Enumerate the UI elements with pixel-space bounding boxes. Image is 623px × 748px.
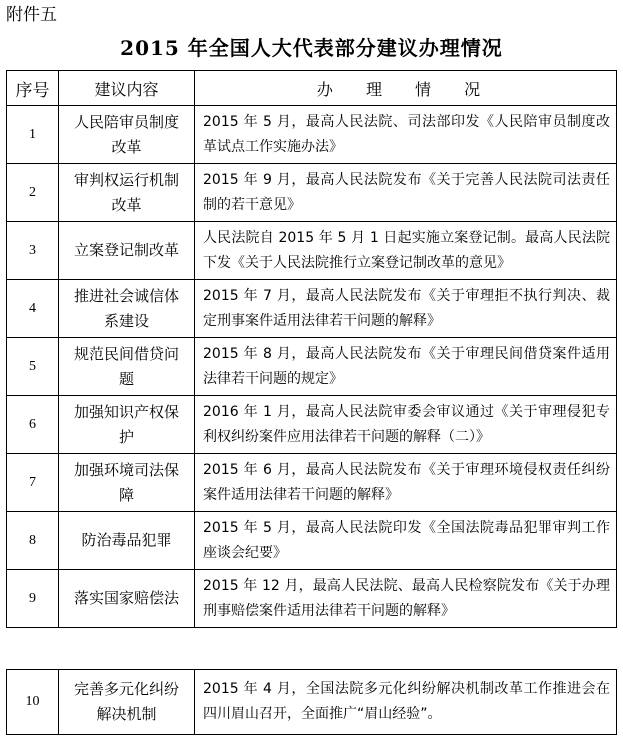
header-status: 办 理 情 况 — [195, 71, 617, 106]
row-number: 1 — [7, 106, 59, 164]
row-detail: 2015 年 7 月，最高人民法院发布《关于审理拒不执行判决、裁定刑事案件适用法律若干问题的解释》 — [195, 280, 617, 338]
attachment-label: 附件五 — [6, 5, 57, 25]
row-topic: 落实国家赔偿法 — [59, 570, 195, 628]
row-detail: 2015 年 12 月，最高人民法院、最高人民检察院发布《关于办理刑事赔偿案件适用法律若干问题的解释》 — [195, 570, 617, 628]
row-detail: 人民法院自 2015 年 5 月 1 日起实施立案登记制。最高人民法院下发《关于人民法院推行立案登记制改革的意见》 — [195, 222, 617, 280]
row-number: 7 — [7, 454, 59, 512]
table-row — [7, 454, 617, 512]
row-number: 8 — [7, 512, 59, 570]
table-row — [7, 396, 617, 454]
row-detail: 2015 年 8 月，最高人民法院发布《关于审理民间借贷案件适用法律若干问题的规定》 — [195, 338, 617, 396]
row-topic: 完善多元化纠纷解决机制 — [59, 670, 195, 735]
table-row — [7, 570, 617, 628]
table-row — [7, 280, 617, 338]
row-number: 10 — [7, 670, 59, 735]
row-topic: 推进社会诚信体系建设 — [59, 280, 195, 338]
row-number: 4 — [7, 280, 59, 338]
row-detail: 2015 年 4 月，全国法院多元化纠纷解决机制改革工作推进会在四川眉山召开，全面推广“眉山经验”。 — [195, 670, 617, 735]
row-topic: 人民陪审员制度改革 — [59, 106, 195, 164]
table-row — [7, 338, 617, 396]
proposals-table-continued — [6, 669, 617, 735]
row-number: 2 — [7, 164, 59, 222]
row-topic: 加强环境司法保障 — [59, 454, 195, 512]
table-row — [7, 670, 617, 735]
row-detail: 2015 年 6 月，最高人民法院发布《关于审理环境侵权责任纠纷案件适用法律若干问题的解释》 — [195, 454, 617, 512]
row-topic: 审判权运行机制改革 — [59, 164, 195, 222]
row-detail: 2015 年 5 月，最高人民法院印发《全国法院毒品犯罪审判工作座谈会纪要》 — [195, 512, 617, 570]
row-number: 9 — [7, 570, 59, 628]
row-topic: 立案登记制改革 — [59, 222, 195, 280]
table-header-row — [7, 71, 617, 106]
row-number: 3 — [7, 222, 59, 280]
row-detail: 2016 年 1 月，最高人民法院审委会审议通过《关于审理侵犯专利权纠纷案件应用法律若干问题的解释（二）》 — [195, 396, 617, 454]
table-row — [7, 164, 617, 222]
table-row — [7, 512, 617, 570]
row-detail: 2015 年 5 月，最高人民法院、司法部印发《人民陪审员制度改革试点工作实施办法》 — [195, 106, 617, 164]
proposals-table — [6, 70, 617, 628]
header-content: 建议内容 — [59, 71, 195, 106]
row-topic: 防治毒品犯罪 — [59, 512, 195, 570]
table-row — [7, 106, 617, 164]
table-row — [7, 222, 617, 280]
row-topic: 规范民间借贷问题 — [59, 338, 195, 396]
page-title: 2015 年全国人大代表部分建议办理情况 — [120, 36, 503, 60]
row-detail: 2015 年 9 月，最高人民法院发布《关于完善人民法院司法责任制的若干意见》 — [195, 164, 617, 222]
row-number: 6 — [7, 396, 59, 454]
row-topic: 加强知识产权保护 — [59, 396, 195, 454]
row-number: 5 — [7, 338, 59, 396]
header-no: 序号 — [7, 71, 59, 106]
